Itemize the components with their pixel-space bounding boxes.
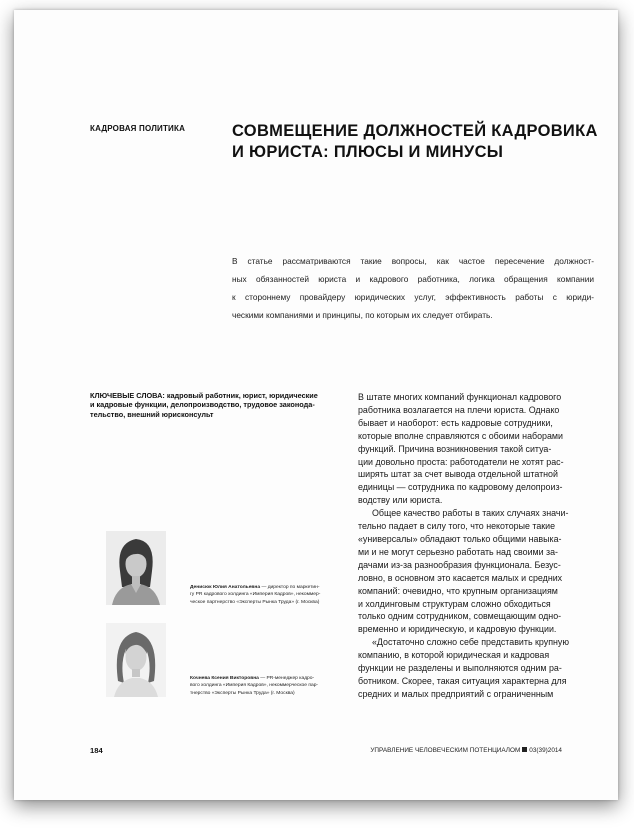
article-title: [232, 121, 598, 163]
body-line: функций. Причина возникновения такой ситуа-: [358, 443, 552, 454]
keywords-line: КЛЮЧЕВЫЕ СЛОВА: кадровый работник, юрист, юридические: [90, 391, 318, 400]
title-line: И ЮРИСТА: ПЛЮСЫ И МИНУСЫ: [232, 143, 504, 161]
body-line: бывает и наоборот: есть кадровые сотрудники,: [358, 417, 553, 428]
body-line: тельно падает в силу того, что некоторые такие: [358, 521, 556, 532]
abstract-line: ческими компаниями и принципы, по которым их следует отбирать.: [232, 310, 493, 320]
body-line: «универсалы» обладают только общими навыка-: [358, 533, 562, 544]
author-desc: вого холдинга «Империя Кадров», некоммерческое пар-: [190, 683, 319, 689]
journal-name: УПРАВЛЕНИЕ ЧЕЛОВЕЧЕСКИМ ПОТЕНЦИАЛОМ: [370, 747, 521, 754]
abstract-line: ных обязанностей юриста и кадрового работника, логика обращения компании: [232, 274, 594, 284]
article-body: [358, 391, 598, 701]
body-line: ции довольно проста: работодатели не хотят рас-: [358, 456, 564, 467]
author-desc: — PR-менеджер кадро-: [258, 676, 315, 681]
body-line: только одним сотрудником, совмещающим одно-: [358, 611, 562, 622]
body-line: Общее качество работы в таких случаях значи-: [372, 508, 569, 519]
title-line: СОВМЕЩЕНИЕ ДОЛЖНОСТЕЙ КАДРОВИКА: [232, 122, 598, 140]
journal-page: [14, 10, 618, 800]
author-info-denisyuk: [190, 584, 340, 606]
author-photo-kochneva: [106, 623, 166, 697]
body-line: ми и не могут серьезно работать над своими за-: [358, 546, 559, 557]
section-rubric: КАДРОВАЯ ПОЛИТИКА: [90, 124, 186, 133]
body-line: функции не разделены и выполняются одним ра-: [358, 663, 562, 674]
keywords-line: тельство, внешний юрисконсульт: [90, 409, 214, 419]
author-info-kochneva: [190, 675, 340, 697]
author-desc: тнерство «Эксперты Рынка Труда» (г. Москва): [190, 690, 295, 696]
body-line: ширять штат за счет вывода отдельной штатной: [358, 469, 558, 480]
article-abstract: [232, 252, 594, 324]
body-line: которые вполне справляются с обоими наборами: [358, 430, 563, 441]
square-bullet-icon: [522, 747, 527, 752]
page-number: 184: [90, 746, 103, 755]
author-name: Кочнева Ксения Викторовна: [190, 676, 259, 681]
journal-footer: [370, 747, 562, 754]
body-line: водству или юриста.: [358, 495, 443, 506]
author-name: Денисюк Юлия Анатольевна: [190, 585, 261, 590]
abstract-line: к стороннему провайдеру юридических услуг, эффективность работы с юриди-: [232, 292, 594, 302]
body-line: и холдинговым структурам сложно обходиться: [358, 598, 551, 609]
author-desc: — директор по маркетин-: [260, 585, 320, 590]
body-line: В штате многих компаний функционал кадрового: [358, 392, 562, 402]
body-line: работника возлагается на плечи юриста. Однако: [358, 404, 560, 415]
body-line: компанию, в которой юридическая и кадровая: [358, 650, 550, 661]
author-desc: гу PR кадрового холдинга «Империя Кадров», некоммер-: [190, 592, 321, 598]
body-line: временно и юридическую, и кадровую функции.: [358, 624, 557, 635]
journal-issue: 03(39)2014: [529, 747, 562, 754]
body-line: «Достаточно сложно себе представить крупную: [372, 637, 569, 648]
body-line: компаний: очевидно, что крупным организациям: [358, 585, 558, 596]
abstract-line: В статье рассматриваются такие вопросы, как частое пересечение должност-: [232, 256, 594, 266]
body-line: ботником. Скорее, такая ситуация характерна для: [358, 675, 567, 686]
body-line: дачами из-за разнообразия функционала. Безус-: [358, 559, 561, 570]
author-desc: ческое партнерство «Эксперты Рынка Труда» (г. Москва): [190, 599, 320, 605]
author-photo-denisyuk: [106, 531, 166, 605]
keywords-block: [90, 391, 340, 419]
body-line: ловно, в основном это касается малых и средних: [358, 572, 563, 583]
body-line: единицы — сотрудника по кадровому делопроиз-: [358, 482, 563, 493]
body-line: средних и малых предприятий с ограниченным: [358, 688, 554, 699]
keywords-line: и кадровые функции, делопроизводство, трудовое законода-: [90, 400, 315, 410]
